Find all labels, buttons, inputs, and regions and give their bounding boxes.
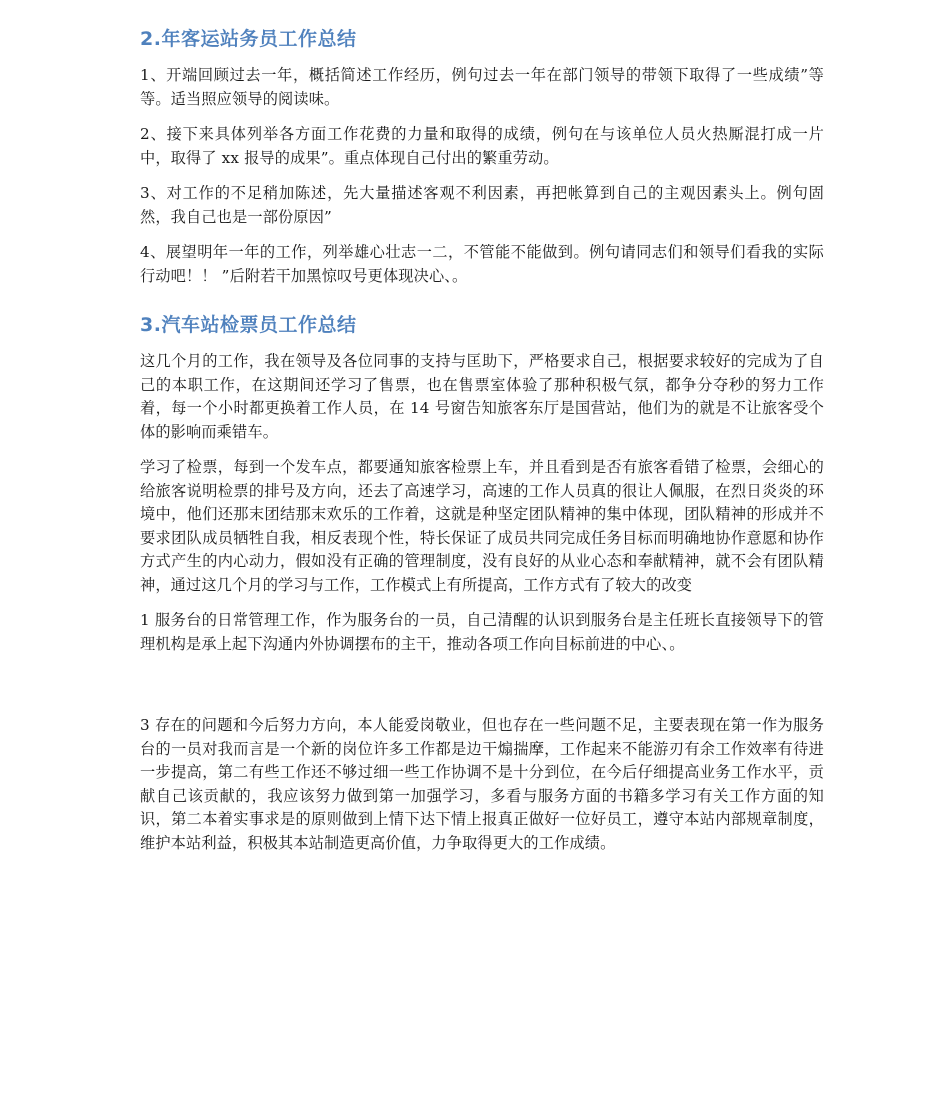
paragraph: 学习了检票，每到一个发车点，都要通知旅客检票上车，并且看到是否有旅客看错了检票，会细心的给旅客说明检票的排号及方向，还去了高速学习，高速的工作人员真的很让人佩服，在烈日炎炎的环境中，他们还那末团结那末欢乐的工作着，这就是种坚定团队精神的集中体现，团队精神的形成并不要求团队成员牺牲自我，相反表现个性，特长保证了成员共同完成任务目标而明确地协作意愿和协作方式产生的内心动力，假如没有正确的管理制度，没有良好的从业心态和奉献精神，就不会有团队精神，通过这几个月的学习与工作，工作模式上有所提高，工作方式有了较大的改变 — [140, 458, 824, 594]
paragraph: 2、接下来具体列举各方面工作花费的力量和取得的成绩，例句在与该单位人员火热厮混打成一片中，取得了 xx 报导的成果”。重点体现自己付出的繁重劳动。 — [140, 125, 824, 167]
section-heading-1: 2.年客运站务员工作总结 — [140, 28, 357, 50]
paragraph: 4、展望明年一年的工作，列举雄心壮志一二，不管能不能做到。例句请同志们和领导们看我的实际行动吧！！ ”后附若干加黑惊叹号更体现决心、。 — [140, 243, 824, 285]
section-heading-2: 3.汽车站检票员工作总结 — [140, 314, 357, 336]
paragraph: 3 存在的问题和今后努力方向，本人能爱岗敬业，但也存在一些问题不足，主要表现在第一作为服务台的一员对我而言是一个新的岗位许多工作都是边干煽揣摩，工作起来不能游刃有余工作效率有待进一步提高，第二有些工作还不够过细一些工作协调不是十分到位，在今后仔细提高业务工作水平，贡献自己该贡献的，我应该努力做到第一加强学习，多看与服务方面的书籍多学习有关工作方面的知识，第二本着实事求是的原则做到上情下达下情上报真正做好一位好员工，遵守本站内部规章制度，维护本站利益，积极其本站制造更高价值，力争取得更大的工作成绩。 — [140, 716, 824, 852]
paragraph: 1 服务台的日常管理工作，作为服务台的一员，自己清醒的认识到服务台是主任班长直接领导下的管理机构是承上起下沟通内外协调摆布的主干，推动各项工作向目标前进的中心、。 — [140, 611, 824, 653]
paragraph: 1、开端回顾过去一年，概括简述工作经历，例句过去一年在部门领导的带领下取得了一些成绩”等等。适当照应领导的阅读味。 — [140, 66, 824, 108]
paragraph: 这几个月的工作，我在领导及各位同事的支持与匡助下，严格要求自己，根据要求较好的完成为了自己的本职工作，在这期间还学习了售票，也在售票室体验了那种积极气氛，都争分夺秒的努力工作着，每一个小时都更换着工作人员，在 14 号窗告知旅客东厅是国营站，他们为的就是不让旅客受个体的影响而乘错车。 — [140, 352, 824, 441]
document-page — [140, 24, 824, 867]
paragraph: 3、对工作的不足稍加陈述，先大量描述客观不利因素，再把帐算到自己的主观因素头上。例句固然，我自己也是一部份原因” — [140, 184, 824, 226]
